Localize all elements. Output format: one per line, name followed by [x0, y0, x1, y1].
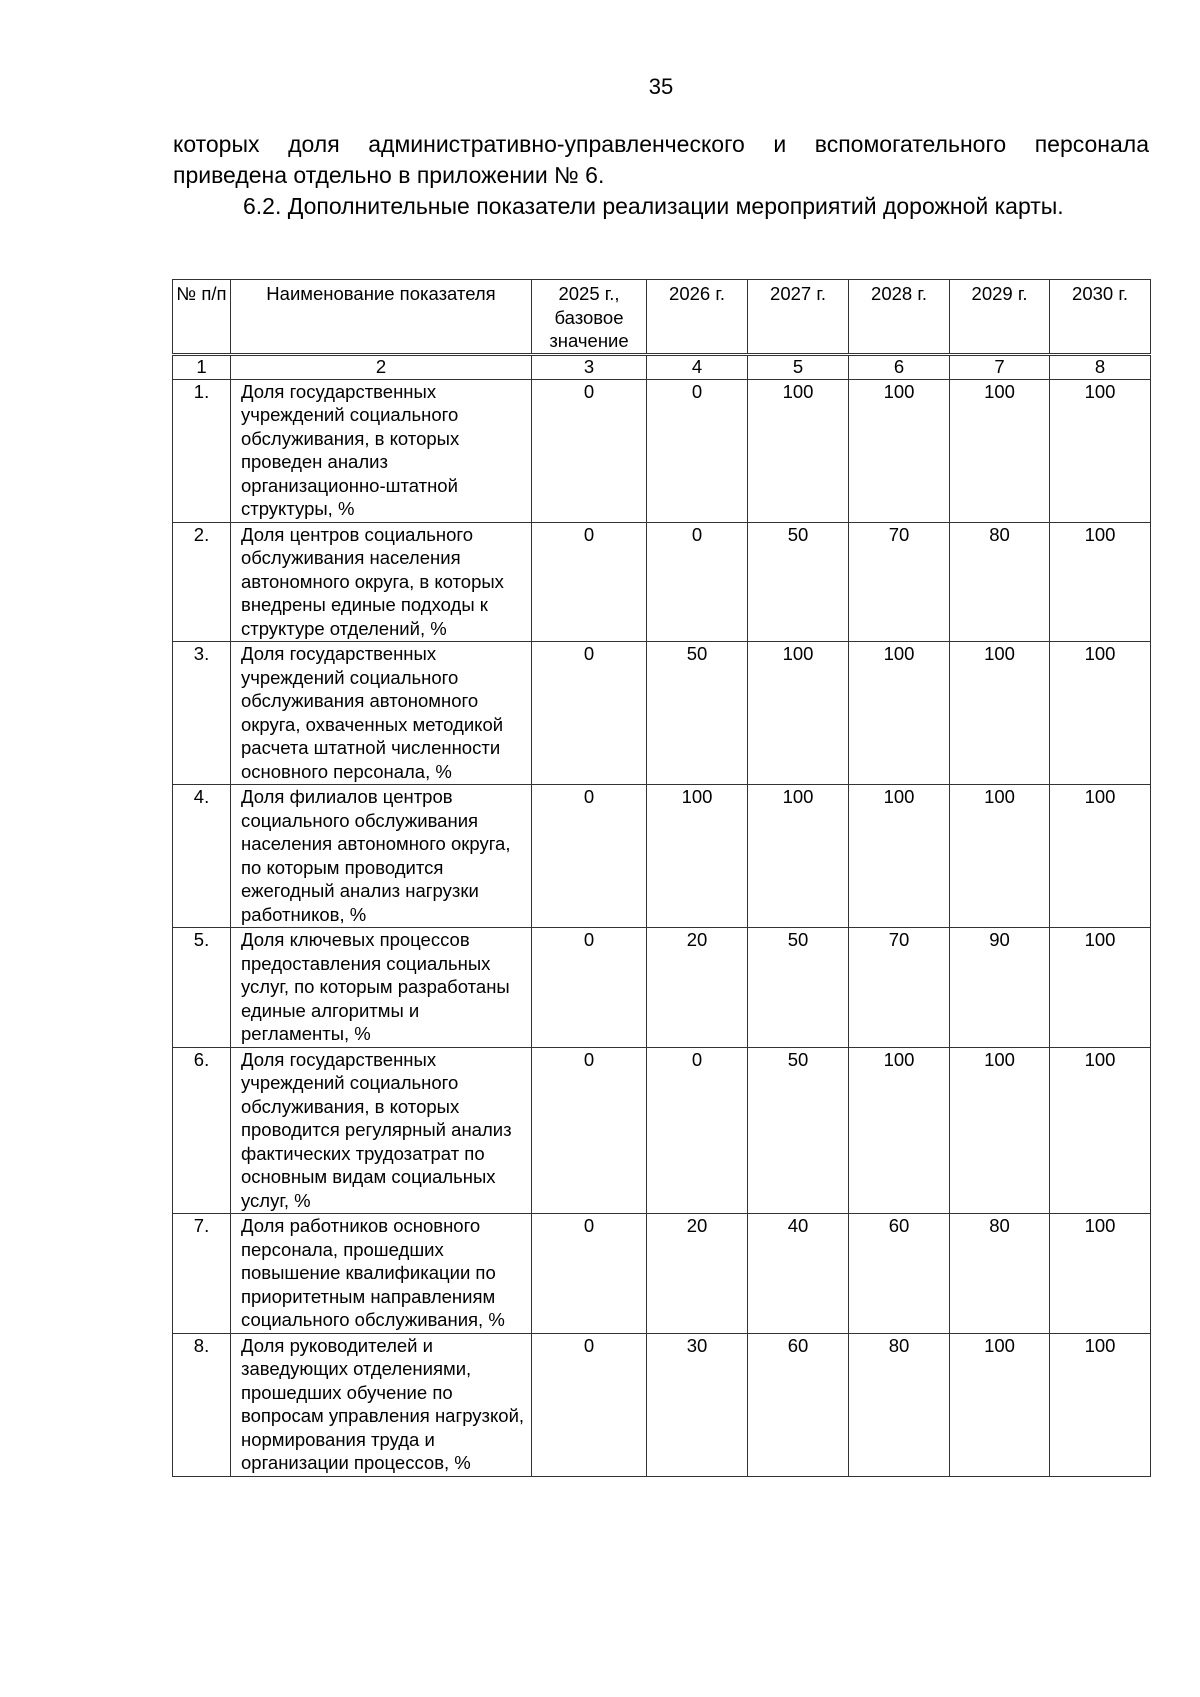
- value-2030: 100: [1050, 928, 1151, 1048]
- value-2026: 0: [647, 379, 748, 522]
- indicators-table: [172, 279, 1151, 1477]
- paragraph-section-heading: 6.2. Дополнительные показатели реализации мероприятий дорожной карты.: [243, 193, 1064, 219]
- value-2030: 100: [1050, 785, 1151, 928]
- table-header-row: [173, 280, 1151, 355]
- column-number: 1: [173, 354, 231, 379]
- indicator-name: Доля работников основного персонала, прошедших повышение квалификации по приоритетным направлениям социального обслуживания, %: [231, 1214, 532, 1334]
- value-2028: 60: [849, 1214, 950, 1334]
- value-2029: 90: [950, 928, 1050, 1048]
- value-2027: 100: [748, 379, 849, 522]
- table-row: [173, 928, 1151, 1048]
- indicator-name: Доля руководителей и заведующих отделениями, прошедших обучение по вопросам управления нагрузкой, нормирования труда и организации процессов, %: [231, 1333, 532, 1476]
- column-number: 8: [1050, 354, 1151, 379]
- body-text: [173, 129, 1149, 222]
- table-row: [173, 522, 1151, 642]
- value-2028: 80: [849, 1333, 950, 1476]
- table-row: [173, 1214, 1151, 1334]
- row-number: 8.: [173, 1333, 231, 1476]
- value-2027: 100: [748, 785, 849, 928]
- row-number: 3.: [173, 642, 231, 785]
- row-number: 1.: [173, 379, 231, 522]
- value-2029: 100: [950, 1047, 1050, 1214]
- page-number: 35: [648, 74, 674, 99]
- header-2027: 2027 г.: [748, 280, 849, 355]
- header-2026: 2026 г.: [647, 280, 748, 355]
- column-number: 4: [647, 354, 748, 379]
- value-2025: 0: [532, 1214, 647, 1334]
- row-number: 4.: [173, 785, 231, 928]
- value-2030: 100: [1050, 522, 1151, 642]
- value-2027: 40: [748, 1214, 849, 1334]
- value-2029: 100: [950, 785, 1050, 928]
- value-2026: 0: [647, 522, 748, 642]
- value-2025: 0: [532, 785, 647, 928]
- value-2026: 100: [647, 785, 748, 928]
- value-2029: 100: [950, 379, 1050, 522]
- value-2025: 0: [532, 1333, 647, 1476]
- header-2028: 2028 г.: [849, 280, 950, 355]
- row-number: 7.: [173, 1214, 231, 1334]
- value-2028: 100: [849, 1047, 950, 1214]
- value-2027: 100: [748, 642, 849, 785]
- value-2028: 100: [849, 379, 950, 522]
- row-number: 6.: [173, 1047, 231, 1214]
- value-2027: 50: [748, 1047, 849, 1214]
- value-2029: 100: [950, 1333, 1050, 1476]
- column-number-row: [173, 354, 1151, 379]
- table-row: [173, 1333, 1151, 1476]
- value-2028: 100: [849, 785, 950, 928]
- value-2030: 100: [1050, 642, 1151, 785]
- indicator-name: Доля центров социального обслуживания населения автономного округа, в которых внедрены единые подходы к структуре отделений, %: [231, 522, 532, 642]
- indicator-name: Доля государственных учреждений социального обслуживания автономного округа, охваченных методикой расчета штатной численности основного персонала, %: [231, 642, 532, 785]
- indicator-name: Доля филиалов центров социального обслуживания населения автономного округа, по которым проводится ежегодный анализ нагрузки работников, %: [231, 785, 532, 928]
- paragraph-continuation: которых доля административно-управленческого и вспомогательного персонала приведена отдельно в приложении № 6.: [173, 131, 1149, 188]
- indicator-name: Доля государственных учреждений социального обслуживания, в которых проведен анализ организационно-штатной структуры, %: [231, 379, 532, 522]
- indicator-name: Доля государственных учреждений социального обслуживания, в которых проводится регулярный анализ фактических трудозатрат по основным видам социальных услуг, %: [231, 1047, 532, 1214]
- value-2030: 100: [1050, 1333, 1151, 1476]
- column-number: 7: [950, 354, 1050, 379]
- value-2026: 50: [647, 642, 748, 785]
- row-number: 5.: [173, 928, 231, 1048]
- column-number: 2: [231, 354, 532, 379]
- header-indicator-name: Наименование показателя: [231, 280, 532, 355]
- value-2028: 70: [849, 522, 950, 642]
- value-2029: 80: [950, 522, 1050, 642]
- value-2025: 0: [532, 928, 647, 1048]
- row-number: 2.: [173, 522, 231, 642]
- value-2025: 0: [532, 379, 647, 522]
- value-2025: 0: [532, 642, 647, 785]
- column-number: 6: [849, 354, 950, 379]
- table-row: [173, 1047, 1151, 1214]
- value-2026: 20: [647, 1214, 748, 1334]
- column-number: 3: [532, 354, 647, 379]
- table-row: [173, 379, 1151, 522]
- column-number: 5: [748, 354, 849, 379]
- value-2030: 100: [1050, 1047, 1151, 1214]
- header-2030: 2030 г.: [1050, 280, 1151, 355]
- value-2029: 80: [950, 1214, 1050, 1334]
- value-2028: 70: [849, 928, 950, 1048]
- value-2027: 50: [748, 522, 849, 642]
- value-2026: 30: [647, 1333, 748, 1476]
- value-2025: 0: [532, 1047, 647, 1214]
- header-2029: 2029 г.: [950, 280, 1050, 355]
- table-row: [173, 785, 1151, 928]
- value-2030: 100: [1050, 1214, 1151, 1334]
- header-number: № п/п: [173, 280, 231, 355]
- value-2027: 50: [748, 928, 849, 1048]
- value-2026: 20: [647, 928, 748, 1048]
- indicator-name: Доля ключевых процессов предоставления социальных услуг, по которым разработаны единые алгоритмы и регламенты, %: [231, 928, 532, 1048]
- value-2029: 100: [950, 642, 1050, 785]
- value-2027: 60: [748, 1333, 849, 1476]
- table-row: [173, 642, 1151, 785]
- header-2025: 2025 г., базовое значение: [532, 280, 647, 355]
- value-2030: 100: [1050, 379, 1151, 522]
- value-2025: 0: [532, 522, 647, 642]
- value-2026: 0: [647, 1047, 748, 1214]
- value-2028: 100: [849, 642, 950, 785]
